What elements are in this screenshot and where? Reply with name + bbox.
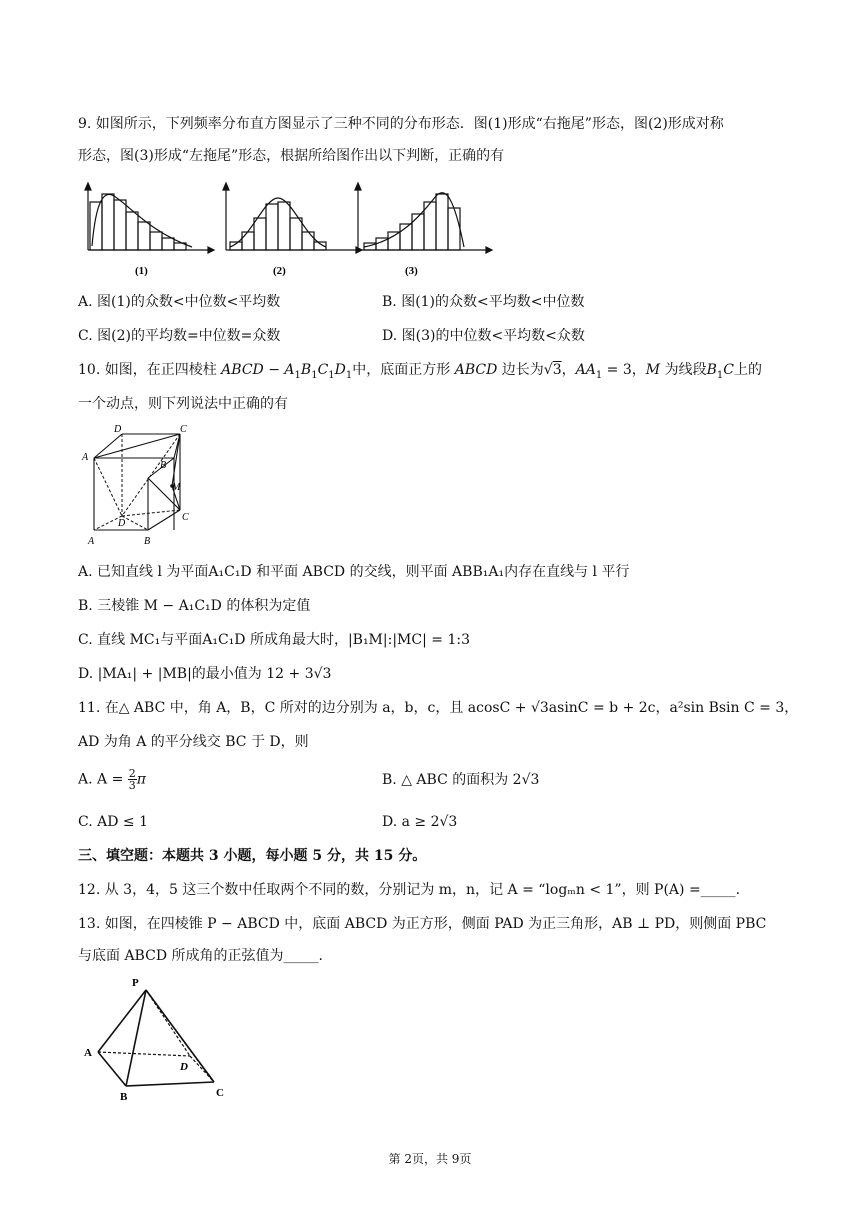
svg-text:A: A — [84, 1047, 92, 1059]
q11-option-a: A. A = $\frac{2}{3}$ π — [78, 767, 146, 792]
svg-text:P: P — [132, 977, 139, 989]
q13-stem-line1: 13. 如图，在四棱锥 P − ABCD 中，底面 ABCD 为正方形，侧面 PAD 为正三角形，AB ⊥ PD，则侧面 PBC — [78, 916, 767, 932]
q10-prism-figure — [80, 420, 200, 550]
q11-option-d: D. a ≥ 2√3 — [382, 814, 458, 830]
q9-option-b: B. 图(1)的众数<平均数<中位数 — [382, 294, 585, 310]
svg-text:C: C — [182, 512, 189, 523]
q10-stem-line1: 10. 如图，在正四棱柱 ABCD − $A_1B_1C_1D_1$中，底面正方形 ABCD 边长为√3，$AA_1 = 3$，M 为线段$B_1C$上的 — [78, 362, 762, 381]
q10-stem-line2: 一个动点，则下列说法中正确的有 — [78, 396, 288, 412]
q10-option-a: A. 已知直线 l 为平面A₁C₁D 和平面 ABCD 的交线，则平面 ABB₁A₁内存在直线与 l 平行 — [78, 564, 630, 580]
svg-text:D: D — [118, 518, 126, 529]
q13-stem-line2: 与底面 ABCD 所成角的正弦值为_____. — [78, 948, 323, 964]
q11-option-c: C. AD ≤ 1 — [78, 814, 148, 830]
q9-fig-label-2: (2) — [273, 265, 286, 277]
q11-stem-line2: AD 为角 A 的平分线交 BC 于 D，则 — [78, 734, 309, 750]
page-footer: 第 2页，共 9页 — [388, 1152, 472, 1166]
svg-text:C: C — [180, 424, 187, 435]
q9-option-c: C. 图(2)的平均数=中位数=众数 — [78, 328, 281, 344]
q11-option-a-fraction: $\frac{2}{3}$ — [128, 767, 136, 792]
q10-option-b: B. 三棱锥 M − A₁C₁D 的体积为定值 — [78, 598, 311, 614]
q9-fig-label-1: (1) — [135, 265, 148, 277]
svg-text:D: D — [180, 1061, 188, 1073]
svg-text:D: D — [114, 424, 122, 435]
svg-text:A: A — [88, 536, 95, 547]
svg-text:B: B — [160, 460, 167, 471]
svg-text:C: C — [216, 1087, 224, 1099]
q9-stem-line2: 形态，图(3)形成“左拖尾”形态，根据所给图作出以下判断，正确的有 — [78, 148, 505, 164]
svg-text:A: A — [82, 452, 89, 463]
q9-option-d: D. 图(3)的中位数<平均数<众数 — [382, 328, 585, 344]
q12-stem: 12. 从 3，4，5 这三个数中任取两个不同的数，分别记为 m，n，记 A = “logₘn < 1”，则 P(A) =_____. — [78, 882, 741, 898]
section-3-heading: 三、填空题：本题共 3 小题，每小题 5 分，共 15 分。 — [78, 848, 427, 864]
q9-fig-label-3: (3) — [405, 265, 418, 277]
svg-text:M: M — [172, 482, 181, 493]
q10-option-c: C. 直线 MC₁与平面A₁C₁D 所成角最大时，|B₁M|:|MC| = 1:3 — [78, 632, 470, 648]
svg-text:B: B — [120, 1091, 128, 1102]
q9-stem-line1: 9. 如图所示，下列频率分布直方图显示了三种不同的分布形态．图(1)形成“右拖尾”形态，图(2)形成对称 — [78, 116, 724, 132]
svg-text:B: B — [144, 536, 151, 547]
q11-option-b: B. △ ABC 的面积为 2√3 — [382, 772, 540, 788]
q10-option-d: D. |MA₁| + |MB|的最小值为 12 + 3√3 — [78, 666, 332, 682]
q11-stem-line1: 11. 在△ ABC 中，角 A，B，C 所对的边分别为 a，b，c，且 acosC + √3asinC = b + 2c，a²sin Bsin C = 3， — [78, 700, 799, 716]
q13-pyramid-figure — [80, 972, 240, 1102]
q9-histograms-figure — [80, 180, 500, 280]
q9-option-a: A. 图(1)的众数<中位数<平均数 — [78, 294, 281, 310]
